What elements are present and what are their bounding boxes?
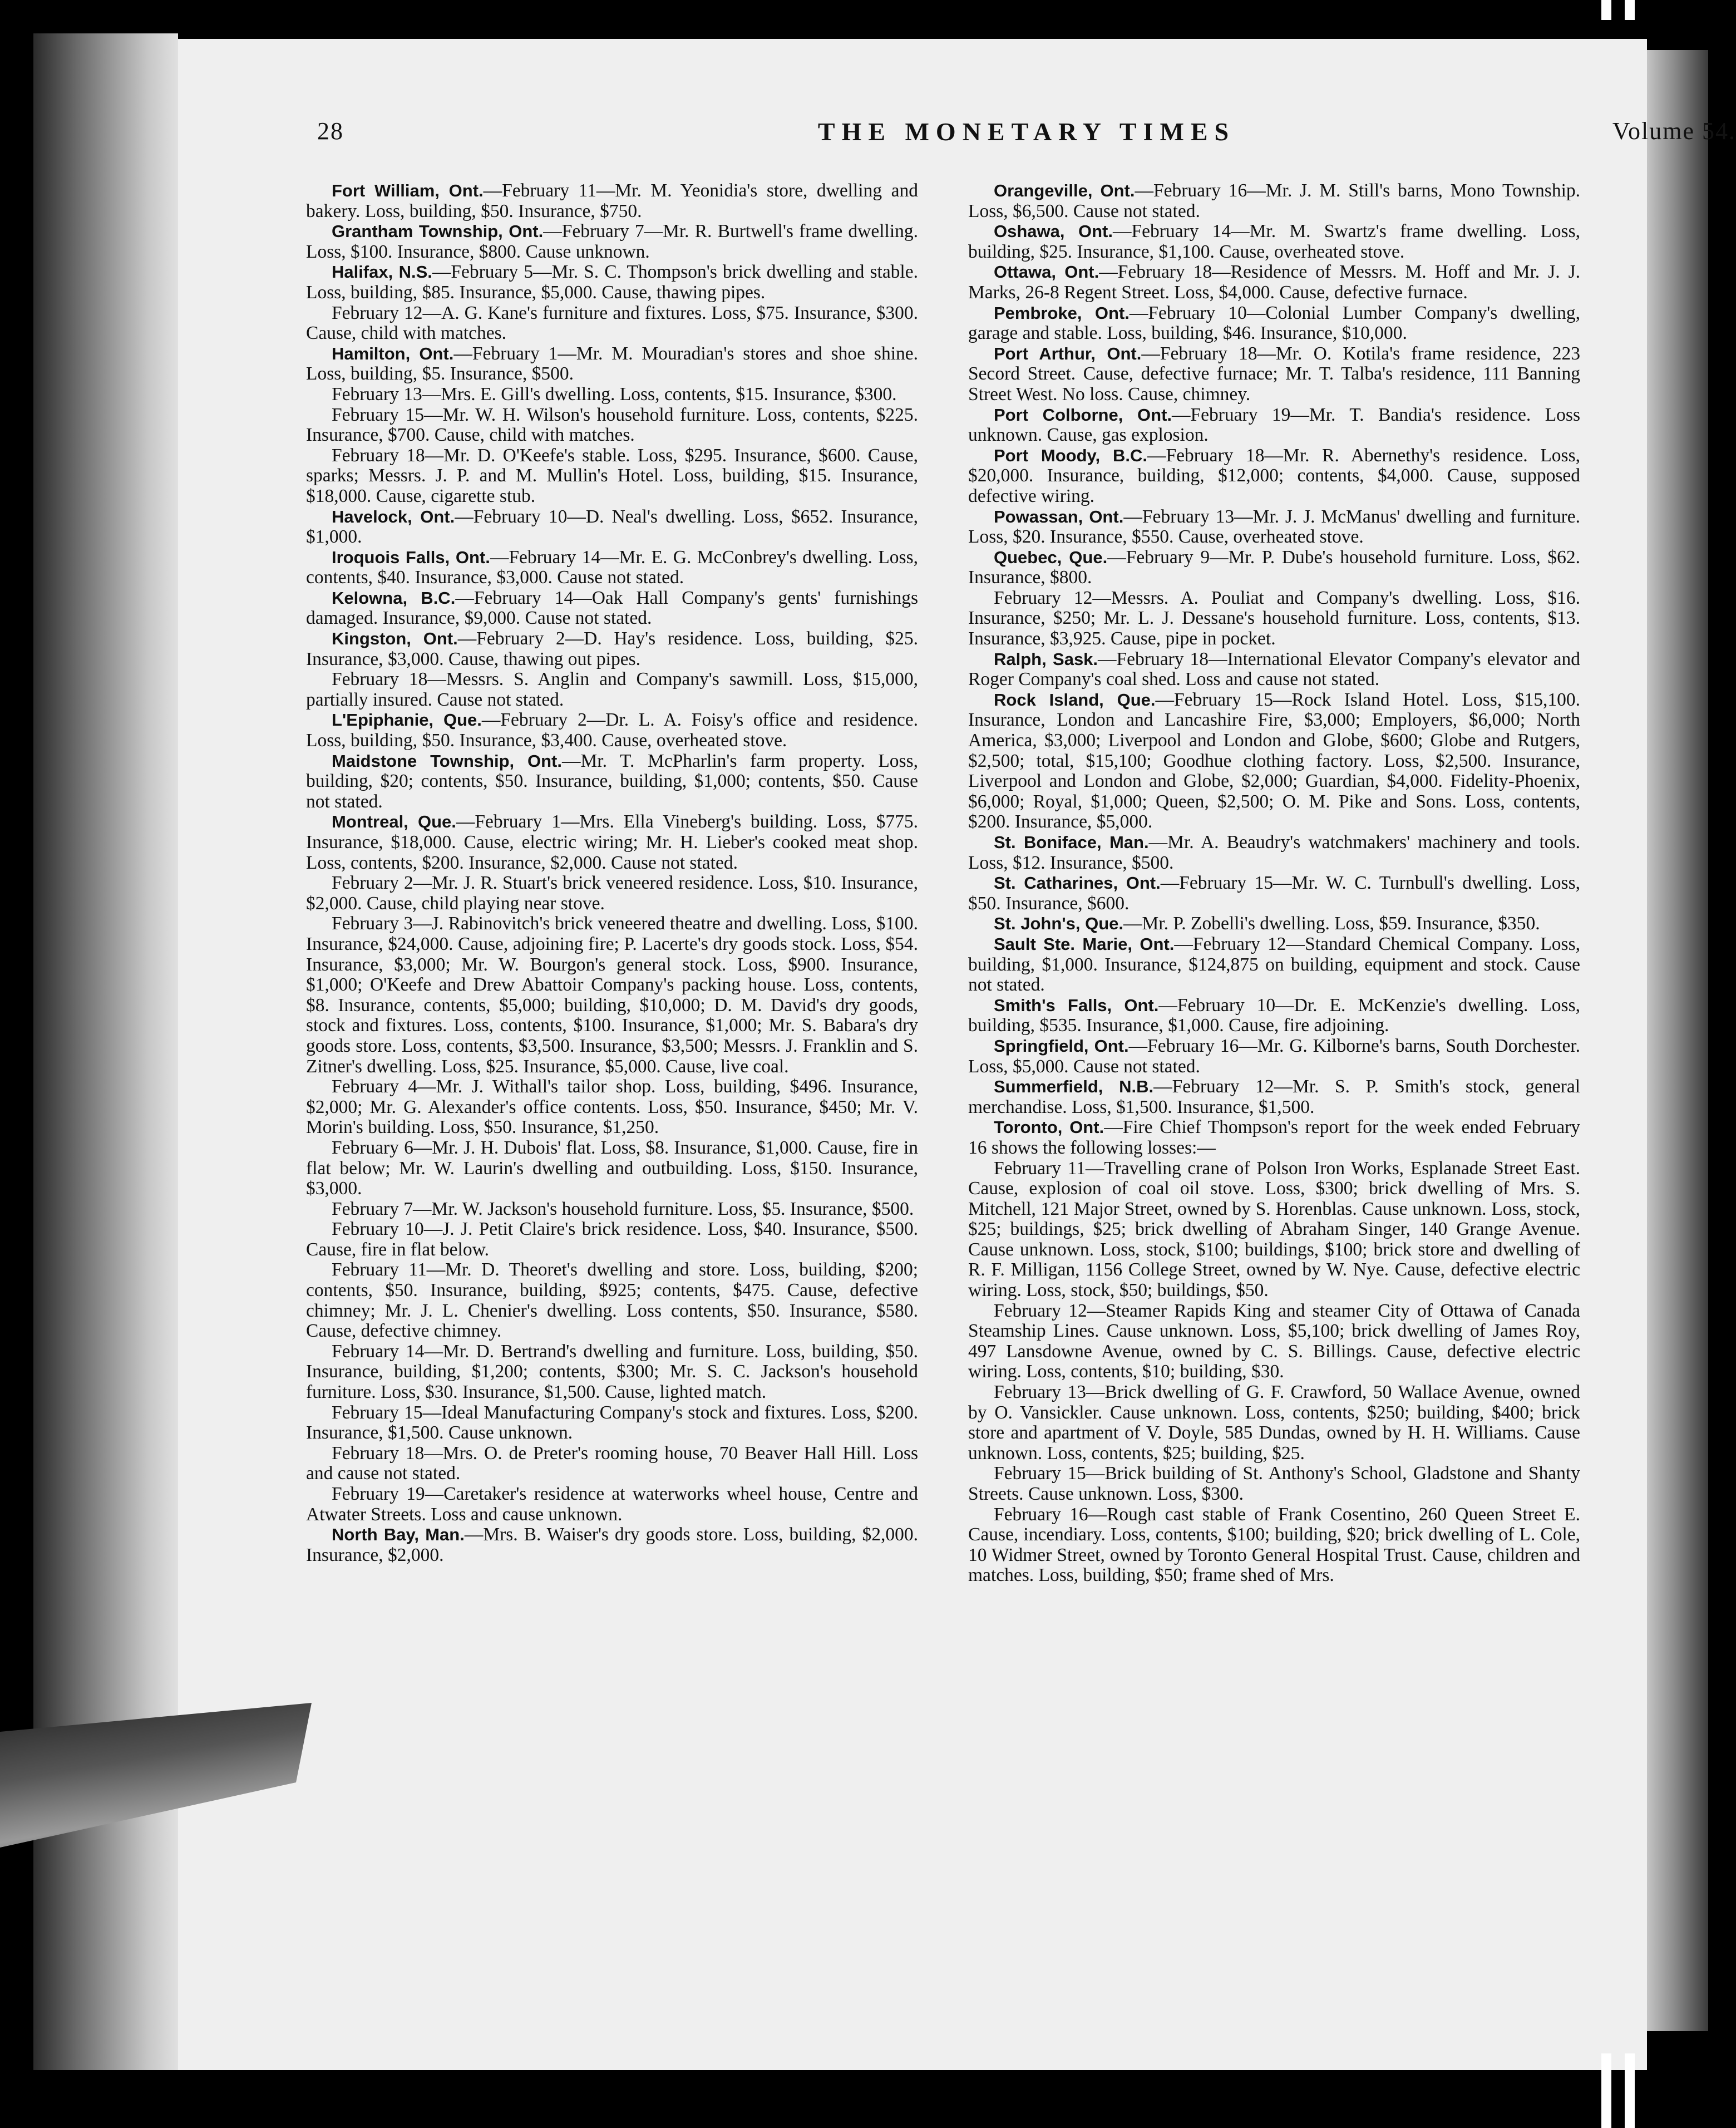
fire-loss-entry bbox=[968, 1077, 1580, 1117]
entry-text: —Mrs. B. Waiser's dry goods store. Loss, building, $2,000. Insurance, $2,000. bbox=[306, 1524, 918, 1565]
fire-loss-entry bbox=[306, 1484, 918, 1525]
fire-loss-entry bbox=[306, 1403, 918, 1444]
page-header bbox=[317, 117, 1736, 161]
entry-text: —February 16—Mr. G. Kilborne's barns, South Dorchester. Loss, $5,000. Cause not stated. bbox=[968, 1035, 1580, 1077]
fire-loss-entry bbox=[968, 1117, 1580, 1158]
fire-loss-entry bbox=[306, 385, 918, 405]
fire-loss-entry bbox=[306, 629, 918, 669]
fire-loss-entry bbox=[968, 446, 1580, 507]
fire-loss-entry bbox=[968, 873, 1580, 914]
fire-loss-entry bbox=[306, 588, 918, 629]
place-name: Springfield, Ont. bbox=[994, 1036, 1129, 1056]
entry-text: —February 5—Mr. S. C. Thompson's brick dwelling and stable. Loss, building, $85. Insurance, $5,000. Cause, thawing pipes. bbox=[306, 262, 918, 303]
place-name: Montreal, Que. bbox=[332, 812, 456, 832]
entry-text: —February 14—Oak Hall Company's gents' furnishings damaged. Insurance, $9,000. Cause not stated. bbox=[306, 587, 918, 629]
entry-text: February 15—Ideal Manufacturing Company's stock and fixtures. Loss, $200. Insurance, $1,500. Cause unknown. bbox=[306, 1402, 918, 1444]
entry-text: —February 19—Mr. T. Bandia's residence. Loss unknown. Cause, gas explosion. bbox=[968, 404, 1580, 446]
volume-label: Volume 54. bbox=[1612, 117, 1736, 145]
fire-loss-entry bbox=[306, 405, 918, 446]
entry-text: February 14—Mr. D. Bertrand's dwelling and furniture. Loss, building, $50. Insurance, building, $1,200; contents, $300; Mr. S. C. Jackson's household furniture. Loss, $30. Insurance, $1,500. Cause, lighted match. bbox=[306, 1341, 918, 1403]
place-name: Maidstone Township, Ont. bbox=[332, 751, 562, 771]
fire-loss-entry bbox=[968, 1036, 1580, 1077]
entry-text: —February 14—Mr. M. Swartz's frame dwelling. Loss, building, $25. Insurance, $1,100. Cause, overheated stove. bbox=[968, 221, 1580, 262]
entry-text: —Mr. A. Beaudry's watchmakers' machinery and tools. Loss, $12. Insurance, $500. bbox=[968, 832, 1580, 873]
page-number: 28 bbox=[317, 117, 344, 145]
entry-text: —February 15—Rock Island Hotel. Loss, $15,100. Insurance, London and Lancashire Fire, $3,000; Employers, $6,000; North America, $3,000; Liverpool and London and Globe, $600; Globe and Rutgers, $2,500; total, $15,100; Goodhue clothing factory. Loss, $2,500. Insurance, Liverpool and London and Globe, $2,000; Guardian, $4,000. Fidelity-Phoenix, $6,000; Royal, $1,000; Queen, $2,500; O. M. Pike and Sons. Loss, contents, $200. Insurance, $5,000. bbox=[968, 689, 1581, 833]
entry-text: February 15—Brick building of St. Anthony's School, Gladstone and Shanty Streets. Cause unknown. Loss, $300. bbox=[968, 1463, 1580, 1504]
fire-loss-entry bbox=[306, 344, 918, 385]
registration-mark bbox=[1601, 0, 1611, 20]
place-name: L'Epiphanie, Que. bbox=[332, 710, 482, 730]
fire-loss-entry bbox=[306, 1077, 918, 1138]
fire-loss-entry bbox=[306, 548, 918, 588]
journal-title: THE MONETARY TIMES bbox=[817, 117, 1236, 146]
fire-loss-entry bbox=[968, 303, 1580, 344]
fire-loss-entry bbox=[306, 669, 918, 710]
entry-text: —February 9—Mr. P. Dube's household furniture. Loss, $62. Insurance, $800. bbox=[968, 546, 1580, 588]
entry-text: February 16—Rough cast stable of Frank Cosentino, 260 Queen Street E. Cause, incendiary. Loss, contents, $100; building, $20; brick dwelling of L. Cole, 10 Widmer Street, owned by Toronto General Hospital Trust. Cause, children and matches. Loss, building, $50; frame shed of Mrs. bbox=[968, 1504, 1580, 1586]
entry-text: —February 18—International Elevator Company's elevator and Roger Company's coal shed. Loss and cause not stated. bbox=[968, 648, 1580, 690]
place-name: Smith's Falls, Ont. bbox=[994, 995, 1159, 1015]
entry-text: —February 16—Mr. J. M. Still's barns, Mono Township. Loss, $6,500. Cause not stated. bbox=[968, 180, 1580, 221]
fire-loss-entry bbox=[306, 446, 918, 507]
entry-text: February 13—Mrs. E. Gill's dwelling. Loss, contents, $15. Insurance, $300. bbox=[332, 383, 897, 405]
fire-loss-entry bbox=[306, 1199, 918, 1220]
entry-text: February 12—Steamer Rapids King and steamer City of Ottawa of Canada Steamship Lines. Cause unknown. Loss, $5,100; brick dwelling of James Roy, 497 Lansdowne Avenue, owned by C. S. Billings. Cause, defective electric wiring. Loss, contents, $10; building, $30. bbox=[968, 1300, 1580, 1382]
entry-text: February 19—Caretaker's residence at waterworks wheel house, Centre and Atwater Streets. Loss and cause unknown. bbox=[306, 1484, 918, 1525]
place-name: Rock Island, Que. bbox=[994, 689, 1156, 710]
fire-loss-entry bbox=[968, 344, 1580, 405]
fire-loss-entry bbox=[306, 1219, 918, 1260]
fire-loss-entry bbox=[968, 181, 1580, 221]
entry-text: —February 13—Mr. J. J. McManus' dwelling and furniture. Loss, $20. Insurance, $550. Cause, overheated stove. bbox=[968, 506, 1580, 548]
fire-loss-entry bbox=[968, 649, 1580, 690]
fire-loss-entry bbox=[968, 262, 1580, 303]
entry-text: February 2—Mr. J. R. Stuart's brick veneered residence. Loss, $10. Insurance, $2,000. Cause, child playing near stove. bbox=[306, 873, 918, 914]
fire-loss-entry bbox=[306, 262, 918, 303]
entry-text: —February 10—D. Neal's dwelling. Loss, $652. Insurance, $1,000. bbox=[306, 506, 918, 548]
entry-text: February 12—Messrs. A. Pouliat and Company's dwelling. Loss, $16. Insurance, $250; Mr. L. J. Dessane's household furniture. Loss, contents, $13. Insurance, $3,925. Cause, pipe in pocket. bbox=[968, 587, 1580, 649]
fire-loss-entry bbox=[968, 1505, 1580, 1586]
fire-loss-entry bbox=[306, 1342, 918, 1403]
entry-text: —February 2—Dr. L. A. Foisy's office and residence. Loss, building, $50. Insurance, $3,400. Cause, overheated stove. bbox=[306, 710, 918, 751]
entry-text: February 18—Mrs. O. de Preter's rooming house, 70 Beaver Hall Hill. Loss and cause not stated. bbox=[306, 1442, 918, 1484]
fire-loss-entry bbox=[968, 507, 1580, 548]
place-name: Summerfield, N.B. bbox=[994, 1077, 1154, 1097]
fire-loss-entry bbox=[968, 833, 1580, 873]
entry-text: —February 18—Mr. O. Kotila's frame residence, 223 Secord Street. Cause, defective furnace; Mr. T. Talba's residence, 111 Banning Street West. No loss. Cause, chimney. bbox=[968, 343, 1580, 405]
fire-loss-entry bbox=[968, 690, 1580, 833]
entry-text: February 6—Mr. J. H. Dubois' flat. Loss, $8. Insurance, $1,000. Cause, fire in flat below; Mr. W. Laurin's dwelling and outbuilding. Loss, $150. Insurance, $3,000. bbox=[306, 1137, 918, 1199]
entry-text: —February 12—Standard Chemical Company. Loss, building, $1,000. Insurance, $124,875 on building, equipment and stock. Cause not stated. bbox=[968, 933, 1580, 996]
place-name: Quebec, Que. bbox=[994, 547, 1108, 567]
entry-text: February 15—Mr. W. H. Wilson's household furniture. Loss, contents, $225. Insurance, $700. Cause, child with matches. bbox=[306, 404, 918, 446]
entry-text: —Mr. T. McPharlin's farm property. Loss, building, $20; contents, $50. Insurance, building, $1,000; contents, $50. Cause not stated. bbox=[306, 750, 918, 812]
place-name: Port Colborne, Ont. bbox=[994, 405, 1172, 425]
entry-text: —February 18—Residence of Messrs. M. Hoff and Mr. J. J. Marks, 26-8 Regent Street. Loss, $4,000. Cause, defective furnace. bbox=[968, 262, 1580, 303]
place-name: Pembroke, Ont. bbox=[994, 303, 1130, 323]
entry-text: February 10—J. J. Petit Claire's brick residence. Loss, $40. Insurance, $500. Cause, fire in flat below. bbox=[306, 1219, 918, 1260]
fire-loss-entry bbox=[306, 914, 918, 1077]
place-name: Orangeville, Ont. bbox=[994, 181, 1135, 200]
right-column bbox=[968, 181, 1580, 1586]
place-name: Havelock, Ont. bbox=[332, 506, 455, 526]
fire-loss-entry bbox=[306, 1138, 918, 1199]
place-name: Halifax, N.S. bbox=[332, 262, 432, 282]
place-name: St. Catharines, Ont. bbox=[994, 873, 1161, 893]
place-name: Powassan, Ont. bbox=[994, 506, 1124, 526]
place-name: Grantham Township, Ont. bbox=[332, 221, 544, 242]
place-name: Ralph, Sask. bbox=[994, 649, 1098, 669]
left-column bbox=[306, 181, 918, 1565]
fire-loss-entry bbox=[968, 548, 1580, 588]
place-name: Toronto, Ont. bbox=[994, 1117, 1104, 1137]
entry-text: February 4—Mr. J. Withall's tailor shop. Loss, building, $496. Insurance, $2,000; Mr. G. Alexander's office contents. Loss, $50. Insurance, $450; Mr. V. Morin's building. Loss, $50. Insurance, $1,250. bbox=[306, 1076, 918, 1138]
entry-text: —February 12—Mr. S. P. Smith's stock, general merchandise. Loss, $1,500. Insurance, $1,500. bbox=[968, 1076, 1580, 1117]
fire-loss-entry bbox=[968, 1301, 1580, 1382]
fire-loss-entry bbox=[306, 812, 918, 873]
entry-text: February 11—Travelling crane of Polson Iron Works, Esplanade Street East. Cause, explosion of coal oil stove. Loss, $300; brick dwelling of Mrs. S. Mitchell, 121 Major Street, owned by S. Horenblas. Cause unknown. Loss, stock, $25; buildings, $25; brick dwelling of Abraham Singer, 140 Grange Avenue. Cause unknown. Loss, stock, $100; buildings, $100; brick store and dwelling of R. F. Milligan, 1156 College Street, owned by W. Nye. Cause, defective electric wiring. Loss, stock, $50; buildings, $50. bbox=[968, 1157, 1580, 1301]
entry-text: —February 7—Mr. R. Burtwell's frame dwelling. Loss, $100. Insurance, $800. Cause unknown. bbox=[306, 221, 918, 262]
entry-text: —February 11—Mr. M. Yeonidia's store, dwelling and bakery. Loss, building, $50. Insurance, $750. bbox=[306, 180, 919, 221]
place-name: Iroquois Falls, Ont. bbox=[332, 547, 490, 567]
place-name: Kelowna, B.C. bbox=[332, 588, 456, 608]
fire-loss-entry bbox=[306, 1260, 918, 1341]
fire-loss-entry bbox=[968, 221, 1580, 262]
place-name: Kingston, Ont. bbox=[332, 629, 458, 649]
place-name: Ottawa, Ont. bbox=[994, 262, 1099, 282]
entry-text: —February 10—Colonial Lumber Company's dwelling, garage and stable. Loss, building, $46. Insurance, $10,000. bbox=[968, 302, 1580, 344]
fire-loss-entry bbox=[306, 181, 918, 221]
entry-text: February 11—Mr. D. Theoret's dwelling and store. Loss, building, $200; contents, $50. Insurance, building, $925; contents, $475. Cause, defective chimney; Mr. J. L. Chenier's dwelling. Loss contents, $50. Insurance, $580. Cause, defective chimney. bbox=[306, 1259, 918, 1342]
fire-loss-entry bbox=[968, 405, 1580, 446]
entry-text: —February 18—Mr. R. Abernethy's residence. Loss, $20,000. Insurance, building, $12,000; contents, $4,000. Cause, supposed defective wiring. bbox=[968, 445, 1580, 506]
entry-text: —Mr. P. Zobelli's dwelling. Loss, $59. Insurance, $350. bbox=[1123, 913, 1540, 934]
entry-text: February 7—Mr. W. Jackson's household furniture. Loss, $5. Insurance, $500. bbox=[332, 1198, 914, 1219]
fire-loss-entry bbox=[968, 996, 1580, 1036]
place-name: Port Moody, B.C. bbox=[994, 445, 1147, 465]
place-name: Fort William, Ont. bbox=[332, 181, 484, 200]
entry-text: February 3—J. Rabinovitch's brick veneered theatre and dwelling. Loss, $100. Insurance, $24,000. Cause, adjoining fire; P. Lacerte's dry goods stock. Loss, $54. Insurance, $3,000; Mr. W. Bourgon's general stock. Loss, $900. Insurance, $1,000; O'Keefe and Drew Abattoir Company's packing house. Loss, contents, $8. Insurance, contents, $5,000; building, $10,000; D. M. David's dry goods, stock and fixtures. Loss, contents, $100. Insurance, $1,000; Mr. S. Babara's dry goods store. Loss, contents, $3,500. Insurance, $3,500; Messrs. J. Franklin and S. Zitner's dwelling. Loss, $25. Insurance, $5,000. Cause, live coal. bbox=[306, 913, 918, 1077]
fire-loss-entry bbox=[306, 303, 918, 344]
entry-text: February 18—Messrs. S. Anglin and Company's sawmill. Loss, $15,000, partially insured. Cause not stated. bbox=[306, 669, 918, 710]
entry-text: —February 15—Mr. W. C. Turnbull's dwelling. Loss, $50. Insurance, $600. bbox=[968, 873, 1580, 914]
registration-mark bbox=[1625, 2053, 1635, 2128]
fire-loss-entry bbox=[306, 751, 918, 812]
registration-mark bbox=[1601, 2053, 1611, 2128]
fire-loss-entry bbox=[968, 1464, 1580, 1504]
place-name: North Bay, Man. bbox=[332, 1525, 465, 1545]
place-name: St. John's, Que. bbox=[994, 914, 1124, 934]
fire-loss-entry bbox=[968, 588, 1580, 649]
entry-text: February 13—Brick dwelling of G. F. Crawford, 50 Wallace Avenue, owned by O. Vansickler. Cause unknown. Loss, contents, $250; building, $400; brick store and apartment of V. Doyle, 585 Dundas, owned by H. H. Williams. Cause unknown. Loss, contents, $25; building, $25. bbox=[968, 1382, 1580, 1464]
fire-loss-entry bbox=[968, 1159, 1580, 1301]
entry-text: February 12—A. G. Kane's furniture and fixtures. Loss, $75. Insurance, $300. Cause, child with matches. bbox=[306, 302, 918, 344]
entry-text: —February 1—Mr. M. Mouradian's stores and shoe shine. Loss, building, $5. Insurance, $500. bbox=[306, 343, 918, 385]
place-name: Port Arthur, Ont. bbox=[994, 343, 1142, 363]
fire-loss-entry bbox=[306, 221, 918, 262]
entry-text: —Fire Chief Thompson's report for the week ended February 16 shows the following losses:— bbox=[968, 1117, 1580, 1158]
entry-text: —February 14—Mr. E. G. McConbrey's dwelling. Loss, contents, $40. Insurance, $3,000. Cause not stated. bbox=[306, 546, 918, 588]
fire-loss-entry bbox=[306, 507, 918, 548]
entry-text: —February 1—Mrs. Ella Vineberg's building. Loss, $775. Insurance, $18,000. Cause, electric wiring; Mr. H. Lieber's cooked meat shop. Loss, contents, $200. Insurance, $2,000. Cause not stated. bbox=[306, 811, 918, 873]
fire-loss-entry bbox=[968, 914, 1580, 934]
page-stack-right-edge bbox=[1641, 50, 1708, 2031]
fire-loss-entry bbox=[306, 1525, 918, 1565]
entry-text: —February 10—Dr. E. McKenzie's dwelling. Loss, building, $535. Insurance, $1,000. Cause, fire adjoining. bbox=[968, 994, 1580, 1036]
registration-mark bbox=[1625, 0, 1635, 20]
place-name: Oshawa, Ont. bbox=[994, 221, 1113, 242]
fire-loss-entry bbox=[306, 1444, 918, 1484]
fire-loss-entry bbox=[306, 873, 918, 914]
entry-text: —February 2—D. Hay's residence. Loss, building, $25. Insurance, $3,000. Cause, thawing out pipes. bbox=[306, 628, 918, 669]
place-name: Hamilton, Ont. bbox=[332, 343, 454, 363]
fire-loss-entry bbox=[968, 934, 1580, 996]
place-name: St. Boniface, Man. bbox=[994, 833, 1149, 852]
fire-loss-entry bbox=[968, 1382, 1580, 1464]
place-name: Sault Ste. Marie, Ont. bbox=[994, 934, 1175, 954]
entry-text: February 18—Mr. D. O'Keefe's stable. Loss, $295. Insurance, $600. Cause, sparks; Messrs. J. P. and M. Mullin's Hotel. Loss, building, $15. Insurance, $18,000. Cause, cigarette stub. bbox=[306, 445, 918, 506]
fire-loss-entry bbox=[306, 710, 918, 751]
